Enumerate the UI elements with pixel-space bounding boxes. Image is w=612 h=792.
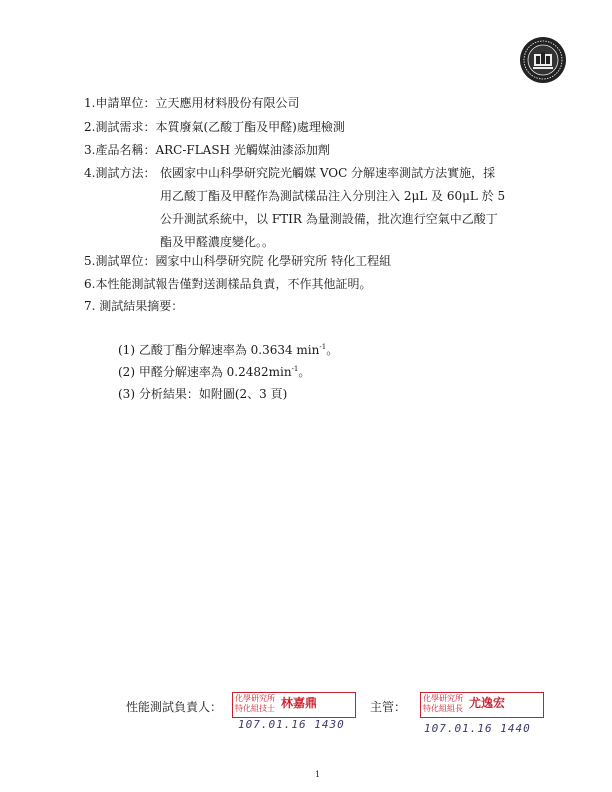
product-value: ARC-FLASH 光觸媒油漆添加劑 — [155, 143, 330, 157]
result-analysis — [118, 384, 287, 404]
result-text: (2) 甲醛分解速率為 0.2482min — [118, 365, 292, 379]
tester-stamp-name: 林嘉鼎 — [281, 696, 318, 710]
method-line: 酯及甲醛濃度變化。。 — [160, 235, 275, 249]
result-tail: 。 — [298, 365, 311, 379]
supervisor-stamp-name: 尤逸宏 — [469, 696, 506, 710]
supervisor-stamp — [420, 692, 544, 718]
unit-value: 國家中山科學研究院 化學研究所 特化工程組 — [155, 254, 392, 268]
method-line: 用乙酸丁酯及甲醛作為測試樣品注入分別注入 2μL 及 60μL 於 5 — [160, 189, 506, 203]
method-label: 4.測試方法： — [84, 166, 156, 180]
result-unit-exponent: -1 — [319, 343, 327, 351]
requirement-label: 2.測試需求： — [84, 120, 156, 134]
result-text: (3) 分析結果：如附圖(2、3 頁) — [118, 387, 288, 401]
stamp-line: 特化組組長 — [423, 704, 463, 713]
product-label: 3.產品名稱： — [84, 143, 156, 157]
disclaimer: 6.本性能測試報告僅對送測樣品負責，不作其他証明。 — [84, 277, 372, 291]
stamp-line: 化學研究所 — [423, 694, 463, 703]
summary-title: 7. 測試結果摘要： — [84, 299, 184, 313]
requirement-value: 本質廢氣(乙酸丁酯及甲醛)處理檢測 — [155, 120, 345, 134]
supervisor-handwritten-date: 107.01.16 1440 — [424, 722, 531, 735]
applicant-label: 1.申請單位： — [84, 96, 156, 110]
result-butyl-acetate — [118, 340, 338, 360]
requirement-row — [84, 116, 345, 139]
tester-label: 性能測試負責人： — [126, 700, 223, 714]
product-row — [84, 139, 330, 162]
stamp-line: 特化組技士 — [235, 704, 275, 713]
unit-label: 5.測試單位： — [84, 254, 156, 268]
page-number: 1 — [315, 770, 321, 779]
method-text — [160, 162, 580, 254]
applicant-row — [84, 92, 299, 115]
method-line: 公升測試系統中，以 FTIR 為量測設備，批次進行空氣中乙酸丁 — [160, 212, 498, 226]
result-text: (1) 乙酸丁酯分解速率為 0.3634 min — [118, 343, 320, 357]
result-tail: 。 — [326, 343, 339, 357]
applicant-value: 立天應用材料股份有限公司 — [155, 96, 300, 110]
method-line: 依國家中山科學研究院光觸媒 VOC 分解速率測試方法實施，採 — [160, 166, 496, 180]
tester-handwritten-date: 107.01.16 1430 — [238, 718, 345, 731]
supervisor-label: 主管： — [370, 700, 407, 714]
stamp-line: 化學研究所 — [235, 694, 275, 703]
result-formaldehyde — [118, 362, 310, 382]
result-unit-exponent: -1 — [291, 365, 299, 373]
unit-row — [84, 250, 391, 273]
institute-emblem-logo — [519, 36, 567, 84]
tester-stamp — [232, 692, 356, 718]
